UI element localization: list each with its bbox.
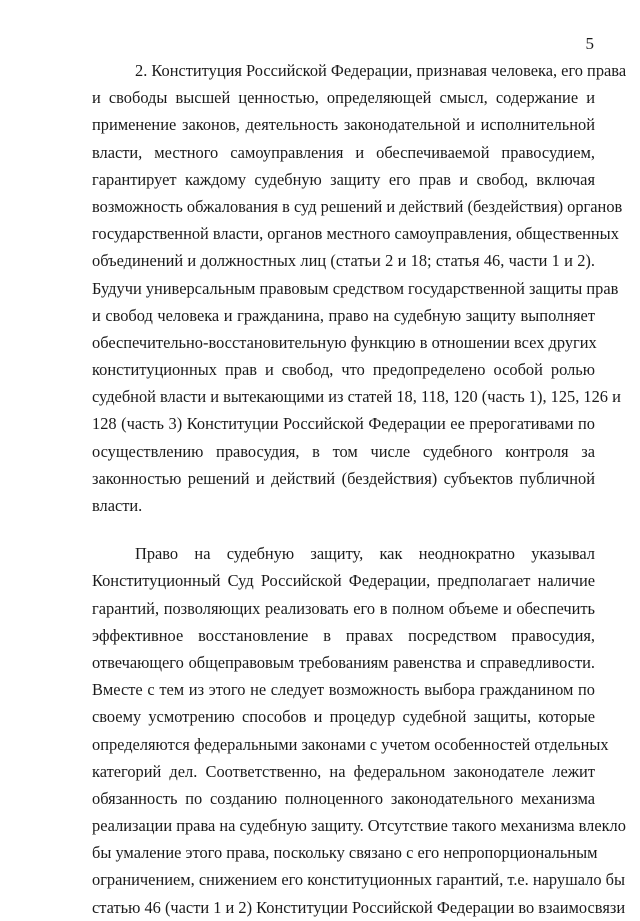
text-line: эффективное восстановление в правах посредством правосудия, [92, 625, 595, 645]
text-line: обеспечительно-восстановительную функцию в отношении всех других [92, 332, 597, 352]
paragraph-gap [92, 519, 595, 540]
text-line: категорий дел. Соответственно, на федеральном законодателе лежит [92, 761, 595, 781]
text-line: судебной власти и вытекающими из статей 18, 118, 120 (часть 1), 125, 126 и [92, 387, 621, 407]
text-line: реализации права на судебную защиту. Отсутствие такого механизма влекло [92, 816, 626, 836]
text-line: и свободы высшей ценностью, определяющей смысл, содержание и [92, 88, 595, 108]
text-line: Будучи универсальным правовым средством государственной защиты прав [92, 278, 619, 298]
text-line: осуществлению правосудия, в том числе судебного контроля за [92, 441, 595, 461]
text-line: отвечающего общеправовым требованиям равенства и справедливости. [92, 652, 595, 672]
document-body [92, 57, 627, 921]
text-line: 128 (часть 3) Конституции Российской Федерации ее прерогативами по [92, 414, 595, 434]
text-line: применение законов, деятельность законодательной и исполнительной [92, 115, 595, 135]
text-line: статью 46 (части 1 и 2) Конституции Российской Федерации во взаимосвязи [92, 897, 626, 917]
text-line: 2. Конституция Российской Федерации, признавая человека, его права [135, 61, 627, 80]
text-line: государственной власти, органов местного самоуправления, общественных [92, 224, 619, 244]
text-line: своему усмотрению способов и процедур судебной защиты, которые [92, 707, 595, 727]
text-line: Конституционный Суд Российской Федерации, предполагает наличие [92, 571, 595, 591]
paragraph [92, 57, 627, 519]
text-line: возможность обжалования в суд решений и действий (бездействия) органов [92, 196, 623, 216]
text-line: определяются федеральными законами с учетом особенностей отдельных [92, 734, 609, 754]
text-line: законностью решений и действий (бездействия) субъектов публичной [92, 468, 595, 488]
text-line: ограничением, снижением его конституционных гарантий, т.е. нарушало бы [92, 870, 625, 890]
page-number: 5 [585, 34, 594, 53]
text-line: гарантий, позволяющих реализовать его в полном объеме и обеспечить [92, 598, 595, 618]
text-line: обязанность по созданию полноценного законодательного механизма [92, 788, 595, 808]
text-line: конституционных прав и свобод, что предопределено особой ролью [92, 360, 595, 380]
text-line: Право на судебную защиту, как неоднократно указывал [135, 544, 595, 564]
text-line: власти. [92, 496, 143, 515]
text-line: гарантирует каждому судебную защиту его прав и свобод, включая [92, 169, 595, 189]
text-line: власти, местного самоуправления и обеспечиваемой правосудием, [92, 142, 595, 162]
text-line: объединений и должностных лиц (статьи 2 и 18; статья 46, части 1 и 2). [92, 251, 595, 271]
text-line: Вместе с тем из этого не следует возможность выбора гражданином по [92, 680, 595, 700]
text-line: и свобод человека и гражданина, право на судебную защиту выполняет [92, 305, 595, 325]
paragraph [92, 540, 626, 921]
text-line: бы умаление этого права, поскольку связано с его непропорциональным [92, 843, 598, 863]
